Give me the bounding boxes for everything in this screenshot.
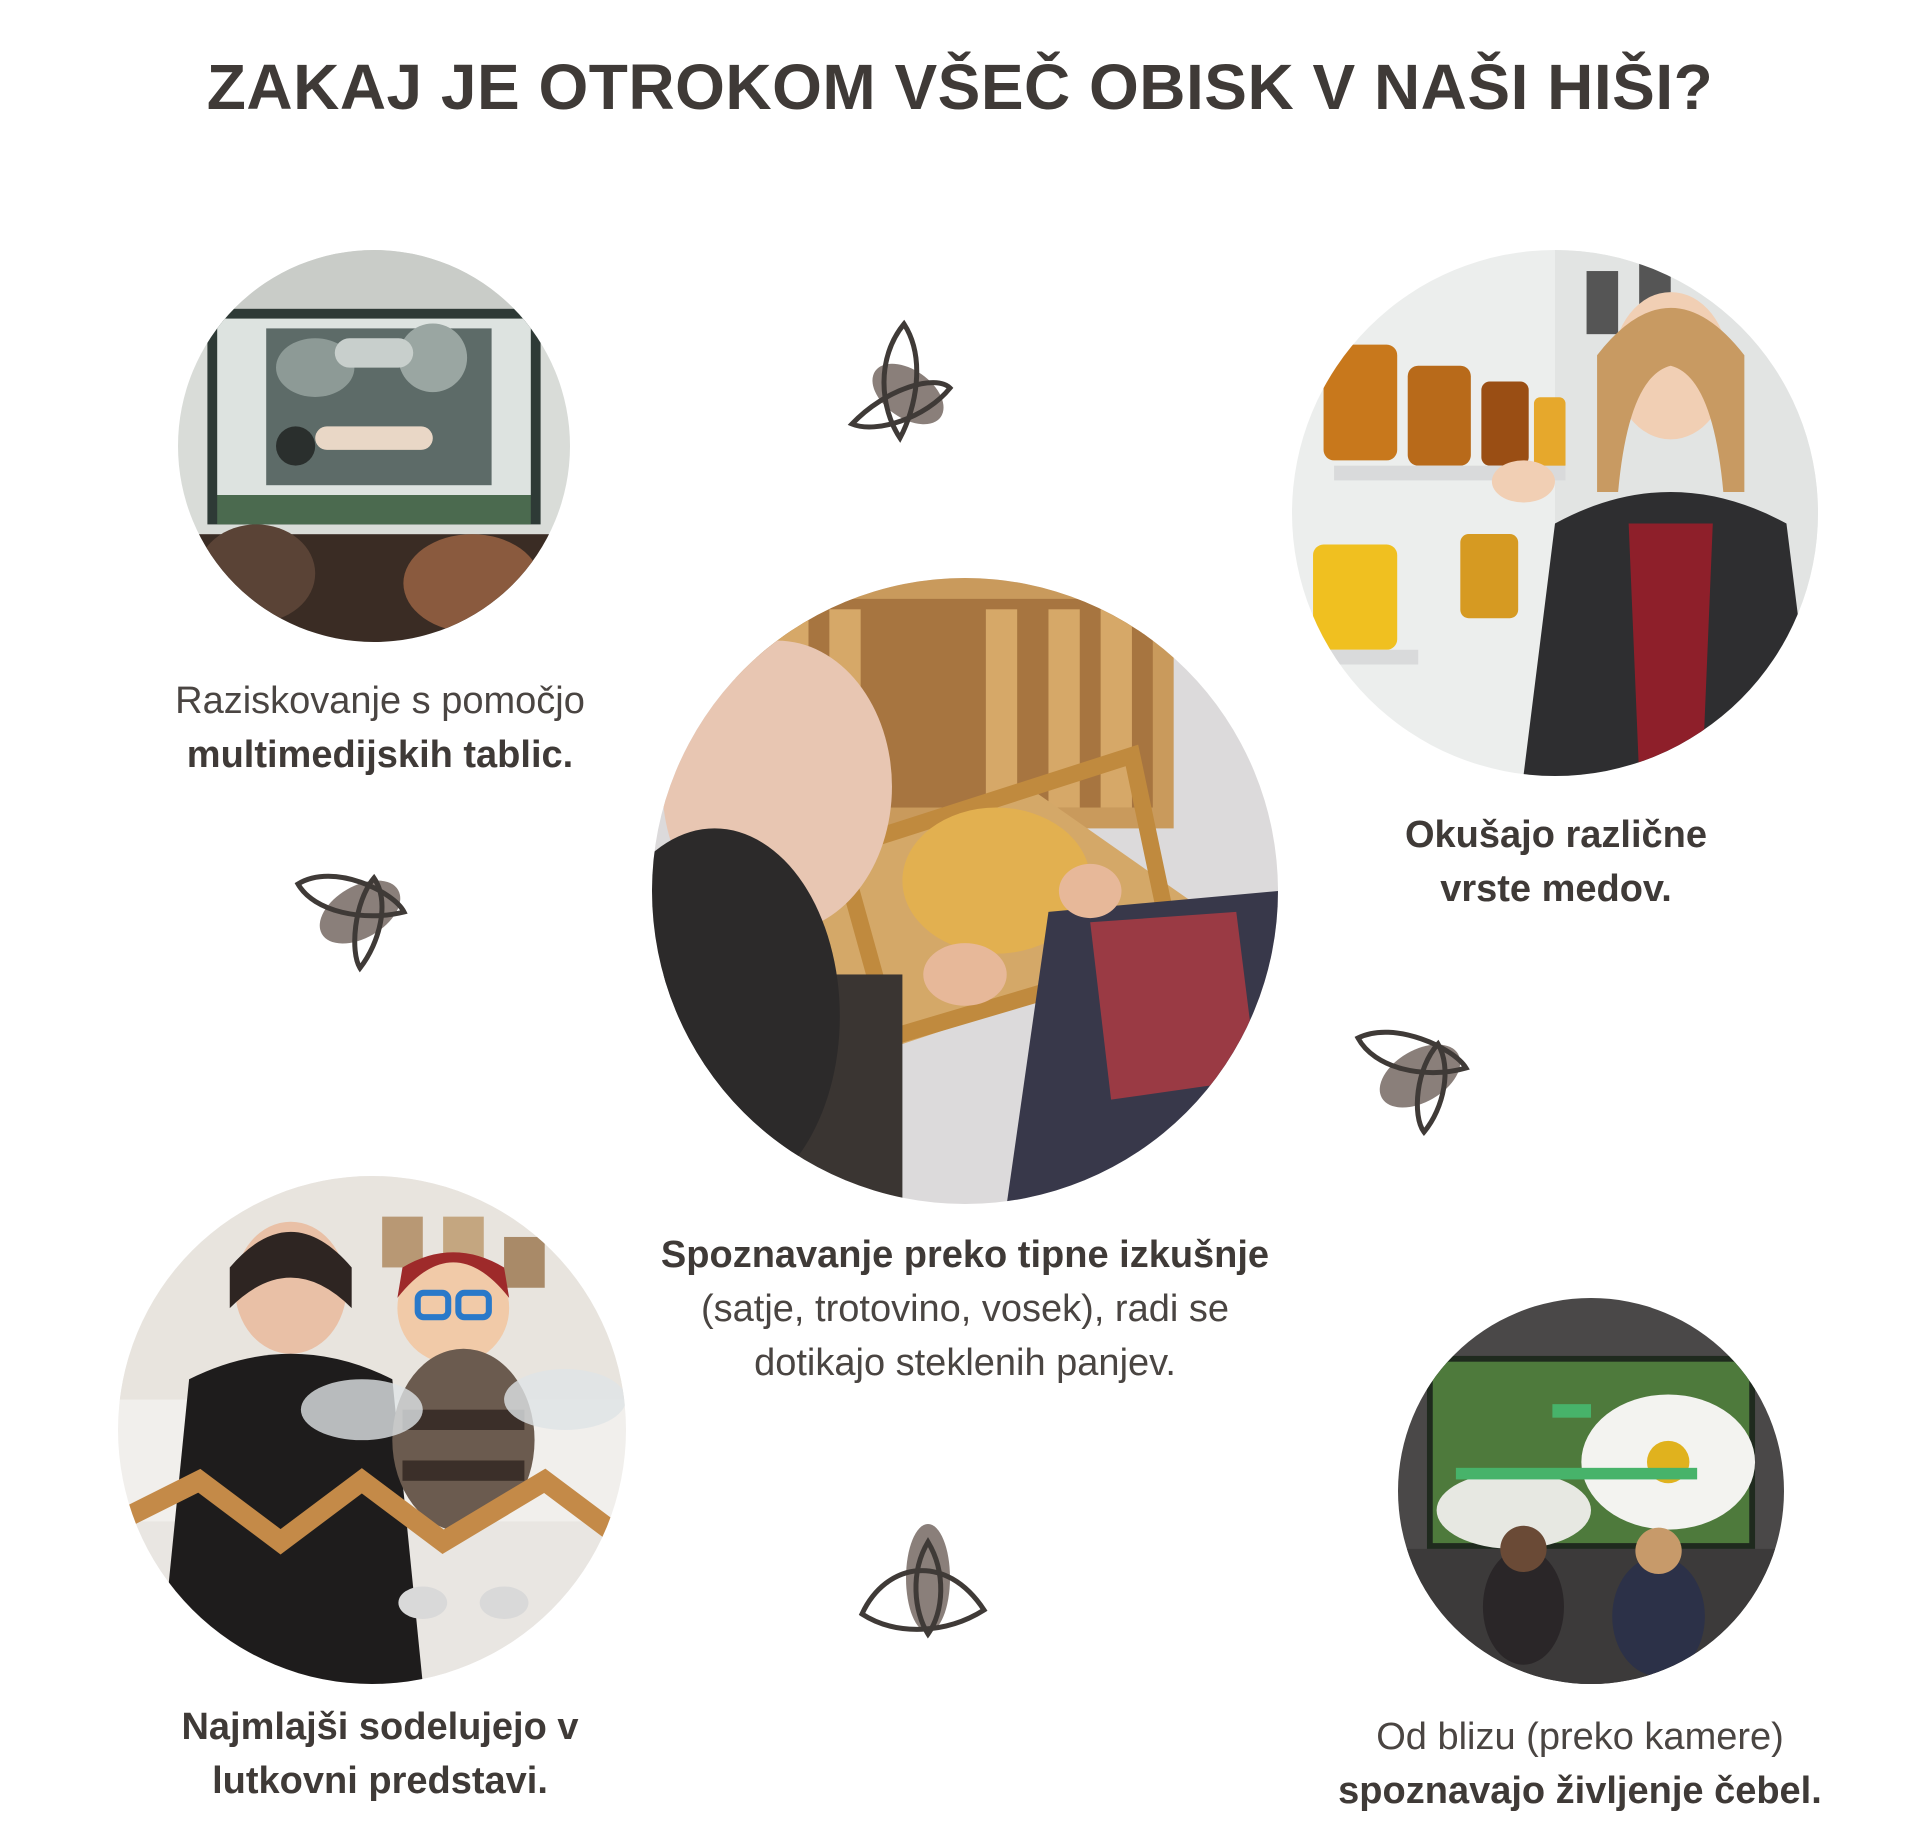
caption-honey bbox=[1296, 808, 1816, 916]
bee-outline-icon bbox=[846, 318, 956, 442]
caption-camera-line1: Od blizu (preko kamere) bbox=[1376, 1716, 1784, 1758]
photo-multimedia-tablets bbox=[178, 250, 570, 642]
caption-camera-line2: spoznavajo življenje čebel. bbox=[1338, 1770, 1822, 1812]
photo-honey-tasting bbox=[1292, 250, 1818, 776]
caption-puppet-line1: Najmlajši sodelujejo v bbox=[181, 1706, 579, 1748]
bee-outline-icon bbox=[1354, 1024, 1478, 1136]
caption-honey-line1: Okušajo različne bbox=[1404, 814, 1707, 856]
caption-camera bbox=[1280, 1710, 1880, 1818]
photo-puppet-show bbox=[118, 1176, 626, 1684]
bee-outline-icon bbox=[856, 1522, 992, 1640]
photo-camera-screen bbox=[1398, 1298, 1784, 1684]
caption-tablets-line1: Raziskovanje s pomočjo bbox=[175, 680, 585, 722]
caption-touch bbox=[600, 1228, 1330, 1390]
caption-touch-line1: Spoznavanje preko tipne izkušnje bbox=[660, 1234, 1270, 1276]
caption-honey-line2: vrste medov. bbox=[1440, 868, 1672, 910]
bee-outline-icon bbox=[294, 862, 418, 972]
page-title: ZAKAJ JE OTROKOM VŠEČ OBISK V NAŠI HIŠI? bbox=[206, 51, 1714, 123]
caption-tablets bbox=[120, 674, 640, 782]
caption-touch-line2: (satje, trotovino, vosek), radi se bbox=[701, 1288, 1229, 1330]
photo-touch-experience bbox=[652, 578, 1278, 1204]
caption-tablets-line2: multimedijskih tablic. bbox=[186, 734, 574, 776]
caption-puppet bbox=[120, 1700, 640, 1808]
caption-puppet-line2: lutkovni predstavi. bbox=[212, 1760, 548, 1802]
caption-touch-line3: dotikajo steklenih panjev. bbox=[754, 1342, 1176, 1384]
